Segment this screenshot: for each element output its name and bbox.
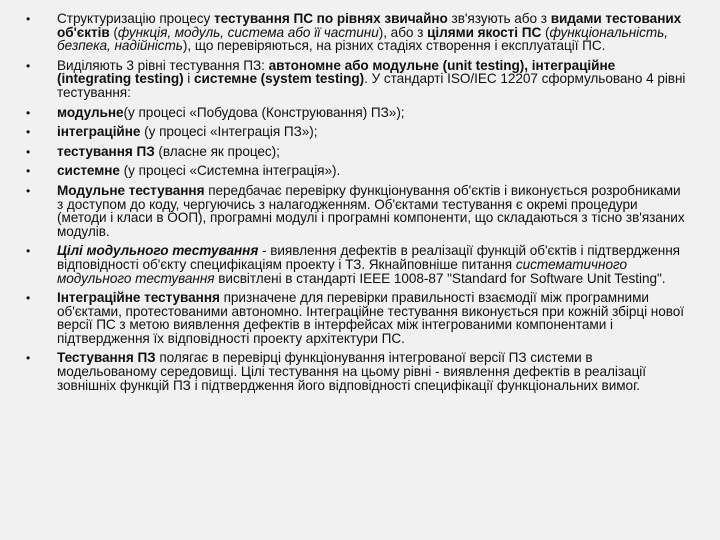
list-item [26,164,690,178]
text-segment: автономне або модульне (unit testing), інтеграційне (integrating testing) [57,57,616,87]
list-item [26,244,690,285]
text-segment: ), або з [378,24,428,40]
text-segment: ( [541,24,550,40]
text-segment: функціональність, безпека, надійність [57,24,668,54]
list-item-text [57,11,681,53]
list-item-text [57,105,405,120]
list-item [26,184,690,238]
text-segment: функція, модуль, система або її частини [117,24,379,40]
list-item [26,351,690,392]
list-item-text [57,290,684,346]
list-item [26,106,690,120]
list-item [26,291,690,345]
text-segment: Модульне тестування [57,182,205,198]
list-item-text [57,58,685,100]
bullet-dot-icon: • [26,244,31,259]
text-segment: (у процесі «Побудова (Конструювання) ПЗ»); [123,104,405,120]
bullet-dot-icon: • [26,164,31,179]
list-item [26,125,690,139]
text-segment: передбачає перевірку функціонування об'єктів і виконується розробниками з доступом до коду, чергуючись з налагодженням. Об'єктами тестування є окремі процедури (методи і класи в ООП), програмні модулі і програмні компоненти, що складаються з тісно зв'язаних модулів. [57,182,685,239]
bullet-dot-icon: • [26,125,31,140]
text-segment: . У стандарті ISO/IEC 12207 сформульовано 4 рівні тестування: [57,71,686,100]
text-segment: модульне [57,104,124,120]
bullet-dot-icon: • [26,58,31,73]
text-segment: (у процесі «Системна інтеграція»). [119,163,341,179]
text-segment: інтеграційне [57,124,141,140]
text-segment: ( [109,24,118,40]
bullet-dot-icon: • [26,144,31,159]
text-segment: систематичного модульного тестування [57,256,627,286]
list-item-text [57,183,685,239]
text-segment: висвітлені в стандарті IEEE 1008-87 "Standard for Software Unit Testing". [214,270,666,286]
list-item [26,145,690,159]
text-segment: Цілі модульного тестування [57,243,259,259]
text-segment: полягає в перевірці функціонування інтегрованої версії ПЗ системи в модельованому середовищі. Цілі тестування на цьому рівні - виявлення дефектів в реалізації зовнішніх функцій ПЗ і підтвердження його відповідності специфікації функціональних вимог. [57,350,646,393]
text-segment: ), що перевіряються, на різних стадіях створення і експлуатації ПС. [182,38,606,54]
text-segment: цілями якості ПС [427,24,542,40]
list-item-text [57,350,646,392]
text-segment: і [183,71,195,87]
text-segment: Структуризацію процесу [57,11,214,26]
text-segment: зв'язують або з [447,11,551,26]
text-segment: системне (system testing) [194,71,365,87]
text-segment: системне [57,163,120,179]
bullet-dot-icon: • [26,105,31,120]
list-item [26,59,690,100]
text-segment: тестування ПЗ [57,143,155,159]
text-segment: Тестування ПЗ [57,350,156,366]
list-item-text [57,163,340,178]
list-item-text [57,144,280,159]
text-segment: (у процесі «Інтеграція ПЗ»); [140,124,318,140]
list-item-text [57,124,317,139]
bullet-dot-icon: • [26,351,31,366]
text-segment: призначене для перевірки правильності взаємодії між програмними об'єктами, протестованими автономно. Інтеграційне тестування виконується при кожній збірці нової версії ПС з метою виявлення дефектів в інтерфейсах між інтегрованими компонентами і підтвердження їх відповідності проекту архітектури ПС. [57,290,685,346]
text-segment: Виділяють 3 рівні тестування ПЗ: [57,57,269,73]
text-segment: тестування ПС по рівнях звичайно [214,11,448,26]
text-segment: видами тестованих об'єктів [57,11,682,40]
bullet-list [26,12,690,392]
text-segment: (власне як процес); [154,143,280,159]
text-segment: Інтеграційне тестування [57,290,220,306]
bullet-dot-icon: • [26,291,31,306]
bullet-dot-icon: • [26,183,31,198]
bullet-dot-icon: • [26,12,31,26]
text-segment: - виявлення дефектів в реалізації функцій об'єктів і підтвердження відповідності об'єкту специфікаціям проекту і ТЗ. Якнайповніше питання [57,243,680,272]
list-item-text [57,243,680,285]
list-item [26,12,690,53]
